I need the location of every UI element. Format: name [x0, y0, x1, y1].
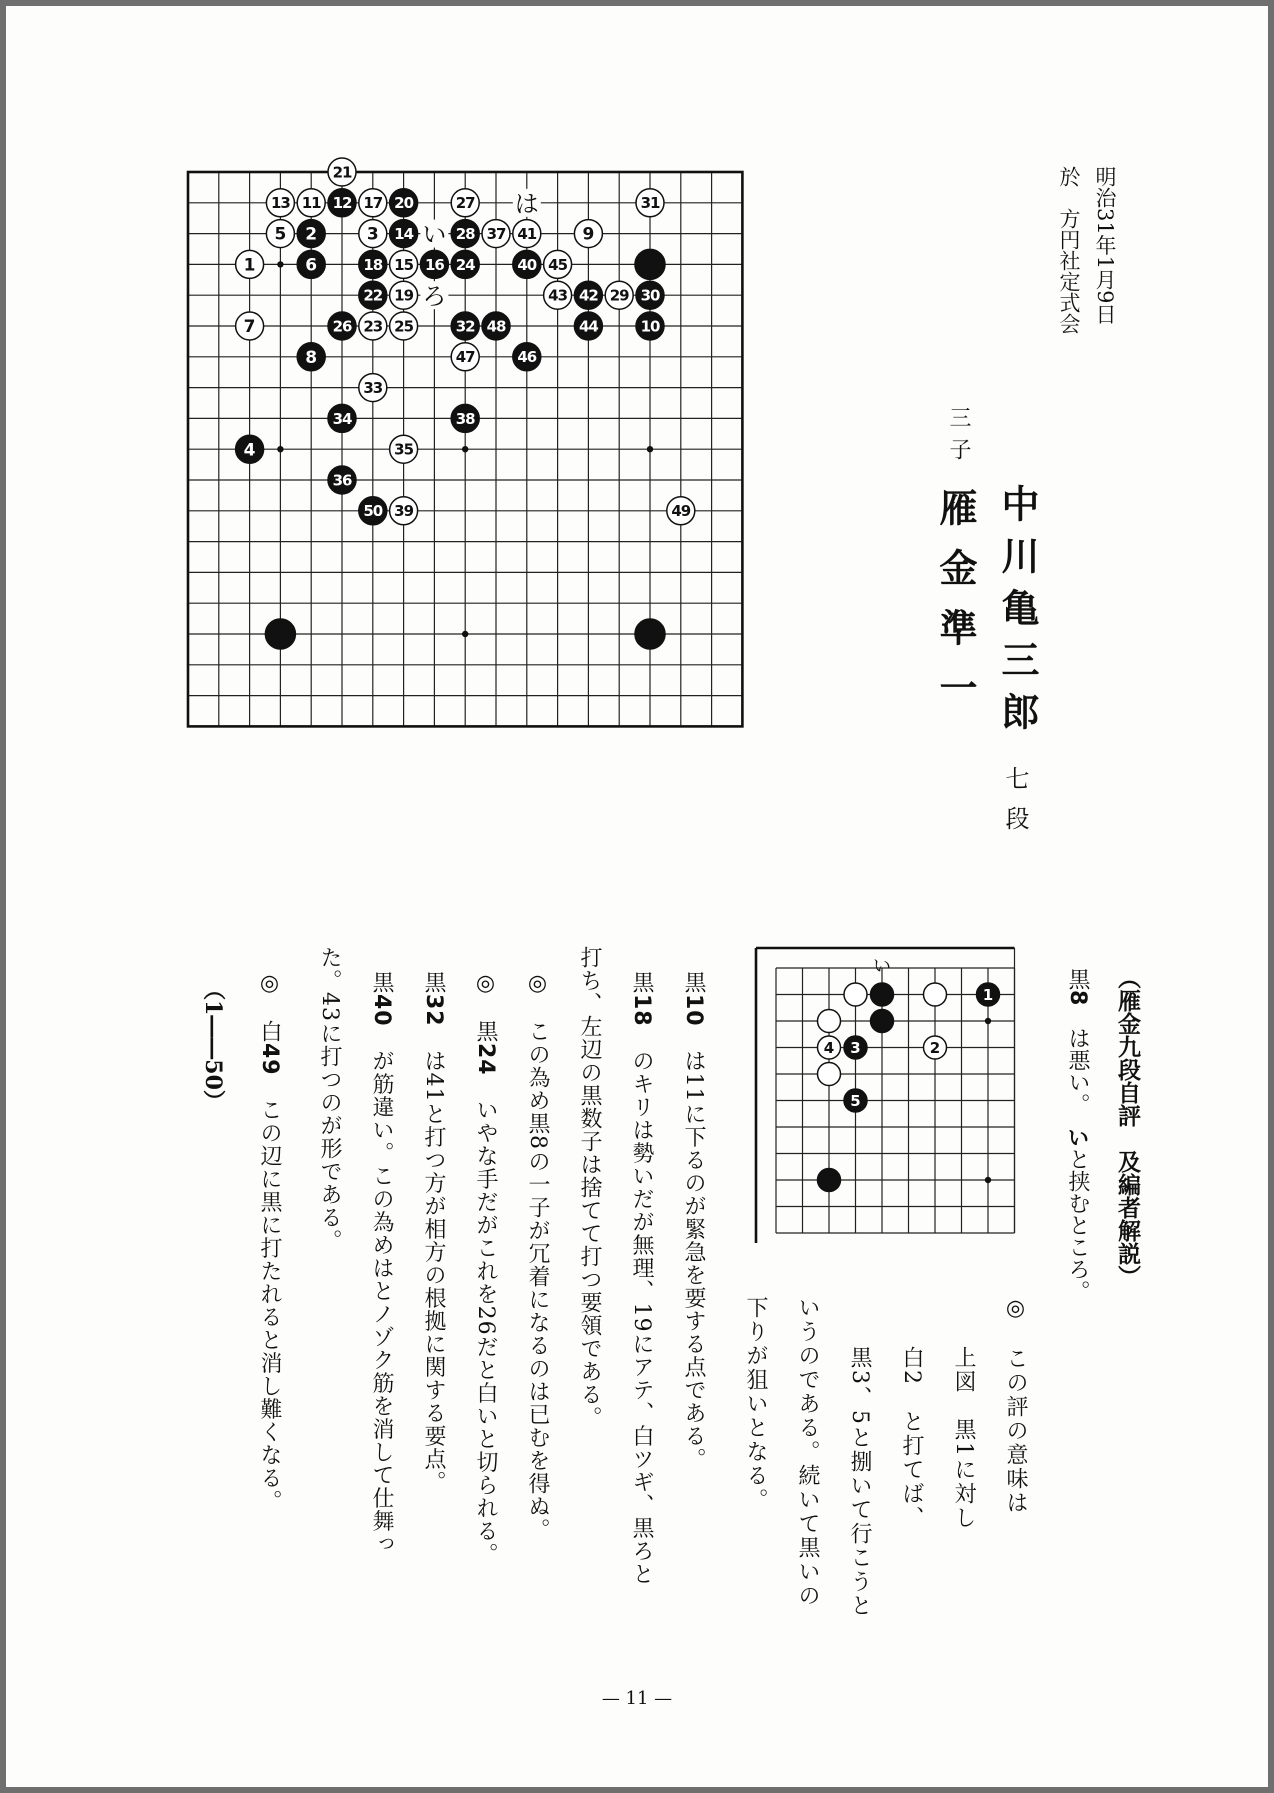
hoshi-point: [647, 446, 653, 452]
white-stone: [818, 1063, 841, 1086]
move-number: 2: [305, 224, 318, 245]
black-stone-2: [297, 220, 325, 248]
move-number: 39: [394, 502, 414, 521]
move-number: 19: [394, 286, 414, 305]
board-mark-い: い: [422, 220, 447, 249]
black-stone-14: [390, 220, 418, 248]
white-stone-21: [328, 158, 356, 186]
move-number: 26: [332, 317, 352, 336]
move-number: 24: [455, 255, 475, 274]
black-stone-48: [482, 312, 510, 340]
comment-black-18-cont: 打ち、左辺の黒数子は捨てて打つ要領である。: [577, 946, 602, 1429]
page-number: — 11 —: [601, 1688, 673, 1709]
stone-disc: [265, 619, 295, 649]
black-stone-32: [451, 312, 479, 340]
move-number: 50: [363, 502, 383, 521]
move-number: 3: [366, 224, 379, 245]
white-stone-17: [359, 189, 387, 217]
black-stone-38: [451, 404, 479, 432]
move-number: 20: [394, 194, 414, 213]
move-number: 32: [455, 317, 475, 336]
handicap-label: 三子: [946, 406, 971, 470]
comment-black-10: 黒10 は11に下るのが緊急を要する点である。: [681, 971, 706, 1471]
black-stone-26: [328, 312, 356, 340]
white-stone: [818, 1010, 841, 1033]
black-stone-5: [844, 1089, 867, 1112]
move-number: 29: [609, 286, 629, 305]
hoshi-point: [985, 1018, 991, 1024]
white-stone-47: [451, 343, 479, 371]
meaning-line-1: ◎ この評の意味は: [1003, 1296, 1028, 1515]
black-stone-18: [359, 250, 387, 278]
move-number: 30: [640, 286, 660, 305]
move-number: 7: [243, 317, 256, 338]
move-number: 44: [578, 317, 598, 336]
move-number: 14: [394, 225, 414, 243]
comment-black-24: ◎ 黒24 いやな手だがこれを26だと白いと切られる。: [473, 971, 498, 1566]
white-stone-31: [636, 189, 664, 217]
black-stone-46: [513, 343, 541, 371]
move-number: 25: [394, 317, 414, 336]
black-stone-22: [359, 281, 387, 309]
white-stone-1: [236, 250, 264, 278]
black-stone: [635, 619, 665, 649]
stone-disc: [844, 983, 867, 1006]
black-stone-50: [359, 497, 387, 525]
white-stone-39: [390, 497, 418, 525]
commentary-heading: （雁金九段自評 及編者解説）: [1114, 966, 1141, 1288]
black-stone-12: [328, 189, 356, 217]
move-number: 38: [455, 409, 475, 428]
move-number: 3: [850, 1038, 861, 1057]
move-number: 35: [394, 440, 414, 459]
diagram-mark-い: い: [873, 956, 891, 977]
move-number: 37: [486, 225, 506, 243]
main-go-board: [176, 156, 786, 756]
move-number: 13: [270, 194, 290, 213]
move-number: 15: [394, 255, 414, 274]
move-number: 36: [332, 471, 352, 490]
black-player-name: 雁金準一: [933, 488, 978, 728]
white-stone-11: [297, 189, 325, 217]
black-stone-42: [574, 281, 602, 309]
move-number: 27: [455, 194, 475, 213]
white-stone-13: [266, 189, 294, 217]
stone-disc: [818, 1010, 841, 1033]
move-number: 17: [363, 194, 383, 213]
black-stone-1: [977, 983, 1000, 1006]
white-stone-4: [818, 1036, 841, 1059]
move-number: 41: [517, 225, 537, 243]
move-number: 12: [332, 194, 352, 213]
white-stone-45: [544, 250, 572, 278]
white-stone-3: [359, 220, 387, 248]
black-stone: [871, 983, 894, 1006]
black-stone: [871, 1010, 894, 1033]
stone-disc: [871, 1010, 894, 1033]
comment-black-40-cont: た。43に打つのが形である。: [317, 946, 342, 1252]
white-stone-35: [390, 435, 418, 463]
move-number: 6: [305, 255, 318, 276]
hoshi-point: [985, 1177, 991, 1183]
white-stone-43: [544, 281, 572, 309]
white-stone-19: [390, 281, 418, 309]
white-stone-37: [482, 220, 510, 248]
comment-black-32: 黒32 は41と打つ方が相方の根拠に関する要点。: [421, 971, 446, 1494]
black-stone-30: [636, 281, 664, 309]
move-number: 49: [671, 502, 691, 521]
board-mark-は: は: [514, 189, 539, 218]
white-stone-49: [667, 497, 695, 525]
comment-black-18: 黒18 のキリは勢いだが無理、19にアテ、白ツギ、黒ろと: [629, 971, 654, 1586]
meaning-line-5: いうのである。続いて黒いの: [795, 1296, 820, 1608]
white-stone: [844, 983, 867, 1006]
move-number: 1: [243, 255, 256, 276]
move-number: 46: [517, 348, 537, 367]
book-page: [6, 6, 1268, 1787]
white-stone-25: [390, 312, 418, 340]
black-stone: [818, 1169, 841, 1192]
white-stone-23: [359, 312, 387, 340]
move-number: 34: [332, 409, 352, 428]
hoshi-point: [277, 446, 283, 452]
game-venue: 於 方円社定式会: [1057, 166, 1081, 334]
move-number: 42: [578, 286, 598, 305]
move-number: 21: [332, 163, 352, 182]
white-stone-9: [574, 220, 602, 248]
move-number: 43: [548, 286, 568, 305]
black-stone-36: [328, 466, 356, 494]
move-number: 4: [823, 1038, 835, 1057]
move-number: 1: [982, 985, 994, 1004]
move-number: 28: [455, 225, 475, 243]
move-number: 5: [850, 1091, 861, 1110]
white-player-rank: 七段: [1001, 766, 1029, 846]
stone-disc: [818, 1169, 841, 1192]
comment-black-8-note: ◎ この為め黒8の一子が冗着になるのは已むを得ぬ。: [525, 971, 550, 1541]
white-stone-5: [266, 220, 294, 248]
move-number: 40: [517, 255, 537, 274]
move-number: 2: [929, 1038, 941, 1057]
move-number: 16: [424, 255, 444, 274]
white-stone: [924, 983, 947, 1006]
white-stone-29: [605, 281, 633, 309]
stone-disc: [924, 983, 947, 1006]
white-player-name: 中川亀三郎: [995, 484, 1040, 744]
black-stone-24: [451, 250, 479, 278]
meaning-line-4: 黒3、5と捌いて行こうと: [847, 1346, 872, 1618]
move-number: 48: [486, 317, 506, 336]
black-stone-16: [420, 250, 448, 278]
meaning-line-2: 上図 黒1に対し: [951, 1346, 976, 1530]
move-number: 4: [243, 440, 256, 461]
move-number: 8: [305, 347, 318, 368]
comment-black-40: 黒40 が筋違い。この為めはとノゾク筋を消して仕舞っ: [369, 971, 394, 1556]
move-range-label: （1――50）: [200, 978, 226, 1112]
black-stone-3: [844, 1036, 867, 1059]
meaning-line-6: 下りが狙いとなる。: [743, 1296, 768, 1512]
note-black-8: 黒8 は悪い。 いと挟むところ。: [1064, 968, 1090, 1303]
move-number: 23: [363, 317, 383, 336]
stone-disc: [871, 983, 894, 1006]
board-grid: [776, 968, 1015, 1233]
white-stone-2: [924, 1036, 947, 1059]
black-stone-28: [451, 220, 479, 248]
reference-diagram: [754, 946, 1026, 1266]
hoshi-point: [277, 261, 283, 267]
black-stone-20: [390, 189, 418, 217]
hoshi-point: [462, 446, 468, 452]
black-stone-6: [297, 250, 325, 278]
stone-disc: [635, 249, 665, 279]
black-stone-10: [636, 312, 664, 340]
black-stone-34: [328, 404, 356, 432]
black-stone-8: [297, 343, 325, 371]
black-stone-4: [236, 435, 264, 463]
move-number: 31: [640, 194, 660, 213]
white-stone-27: [451, 189, 479, 217]
meaning-line-3: 白2 と打てば、: [899, 1346, 924, 1530]
black-stone-40: [513, 250, 541, 278]
comment-white-49: ◎ 白49 この辺に黒に打たれると消し難くなる。: [257, 971, 282, 1513]
stone-disc: [635, 619, 665, 649]
board-mark-ろ: ろ: [422, 282, 447, 311]
stone-disc: [818, 1063, 841, 1086]
white-stone-33: [359, 374, 387, 402]
black-stone: [265, 619, 295, 649]
move-number: 22: [363, 286, 383, 305]
game-date: 明治31年1月9日: [1093, 166, 1117, 325]
move-number: 11: [301, 194, 321, 213]
black-stone: [635, 249, 665, 279]
move-number: 45: [548, 255, 568, 274]
move-number: 47: [455, 348, 475, 367]
move-number: 9: [582, 224, 595, 245]
white-stone-41: [513, 220, 541, 248]
move-number: 10: [640, 317, 660, 336]
move-number: 33: [363, 379, 383, 397]
black-stone-44: [574, 312, 602, 340]
white-stone-7: [236, 312, 264, 340]
move-number: 18: [363, 255, 383, 274]
move-number: 5: [274, 224, 287, 245]
hoshi-point: [462, 631, 468, 637]
white-stone-15: [390, 250, 418, 278]
